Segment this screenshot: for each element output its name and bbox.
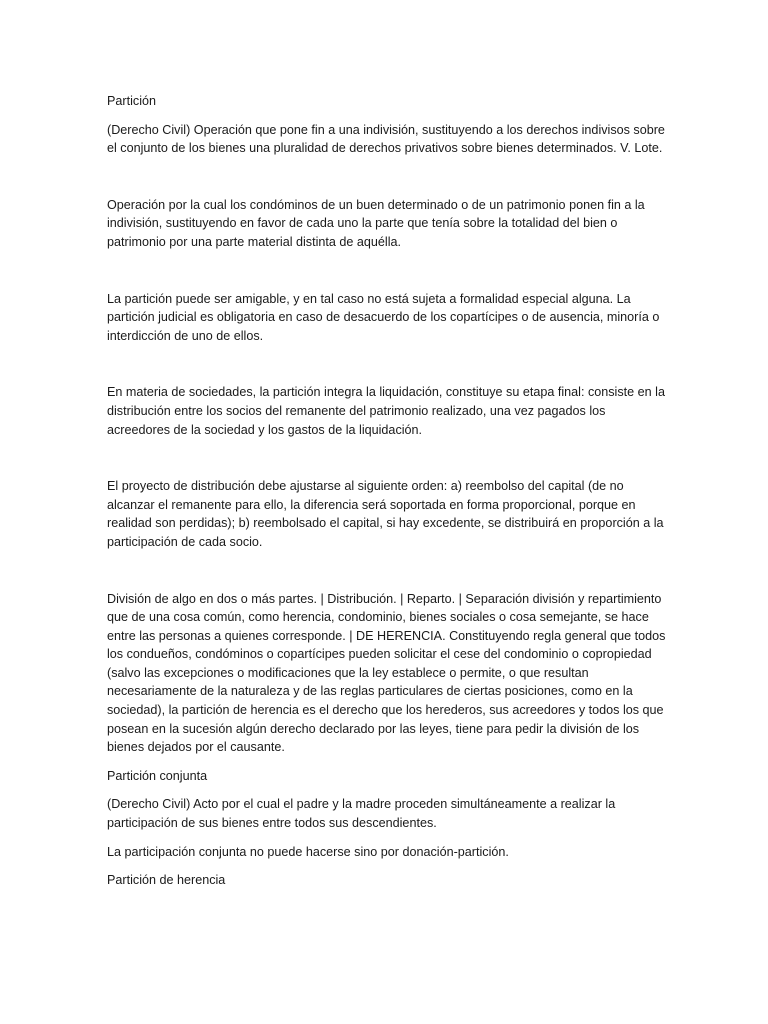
heading-particion: Partición <box>107 94 156 108</box>
paragraph-proyecto: El proyecto de distribución debe ajustarse al siguiente orden: a) reembolso del capital (de no alcanzar el remanente para ello, la diferencia será soportada en forma proporcional, porque en realidad son perdidas); b) reembolsado el capital, si hay excedente, se distribuirá en proporción a la participación de cada socio. <box>107 479 664 549</box>
heading-particion-herencia: Partición de herencia <box>107 873 226 888</box>
paragraph-conjunta-donacion: La participación conjunta no puede hacerse sino por donación-partición. <box>107 844 509 859</box>
document-body <box>107 92 667 890</box>
paragraph-sociedades: En materia de sociedades, la partición integra la liquidación, constituye su etapa final: consiste en la distribución entre los socios del remanente del patrimonio realizado, una vez pagados los acreedores de la sociedad y los gastos de la liquidación. <box>107 385 665 437</box>
paragraph-amigable: La partición puede ser amigable, y en tal caso no está sujeta a formalidad especial alguna. La partición judicial es obligatoria en caso de desacuerdo de los copartícipes o de ausencia, minoría o interdicción de uno de ellos. <box>107 291 660 343</box>
heading-particion-conjunta: Partición conjunta <box>107 768 208 783</box>
paragraph-division: División de algo en dos o más partes. | Distribución. | Reparto. | Separación división y repartimiento que de una cosa común, como herencia, condominio, bienes sociales o cosa semejante, se hace entre las personas a quienes corresponde. | DE HERENCIA. Constituyendo regla general que todos los condueños, condóminos o copartícipes pueden solicitar el cese del condominio o copropiedad (salvo las excepciones o modificaciones que la ley establece o permite, o que resultan necesariamente de la naturaleza y de las reglas particulares de ciertas posiciones, como en la sociedad), la partición de herencia es el derecho que los herederos, sus acreedores y todos los que posean en la sucesión algún derecho declarado por las leyes, tiene para pedir la división de los bienes dejados por el causante. <box>107 591 666 755</box>
paragraph-operacion: Operación por la cual los condóminos de un buen determinado o de un patrimonio ponen fin a la indivisión, sustituyendo en favor de cada uno la parte que tenía sobre la totalidad del bien o patrimonio por una parte material distinta de aquélla. <box>107 197 645 249</box>
paragraph-conjunta-acto: (Derecho Civil) Acto por el cual el padre y la madre proceden simultáneamente a realizar la participación de sus bienes entre todos sus descendientes. <box>107 797 616 831</box>
paragraph-definition: (Derecho Civil) Operación que pone fin a una indivisión, sustituyendo a los derechos indivisos sobre el conjunto de los bienes una pluralidad de derechos privativos sobre bienes determinados. V. Lote. <box>107 122 665 156</box>
